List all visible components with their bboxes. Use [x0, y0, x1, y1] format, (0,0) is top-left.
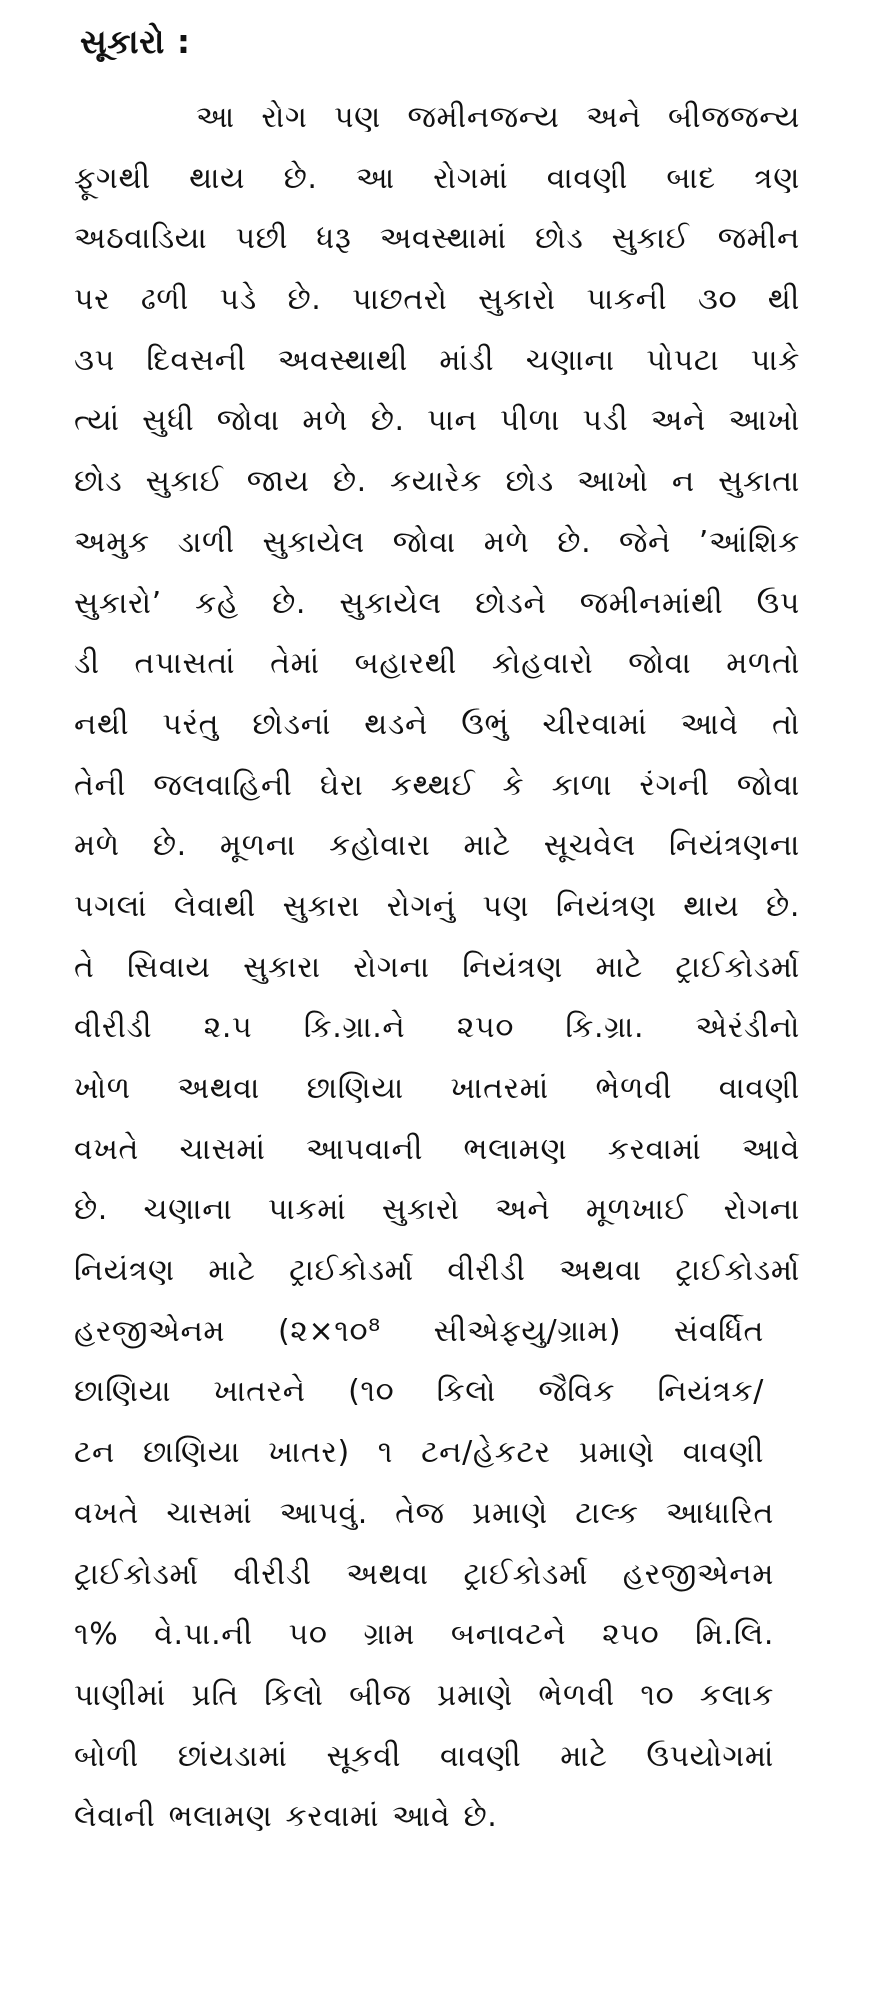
text-line: તેની જલવાહિની ઘેરા કથ્થઈ કે કાળા રંગની જોવા	[74, 767, 800, 803]
text-line: ટ્રાઈકોડર્મા વીરીડી અથવા ટ્રાઈકોડર્મા હરજીએનમ	[74, 1556, 774, 1592]
text-line: વીરીડી ૨.૫ કિ.ગ્રા.ને ૨૫૦ કિ.ગ્રા. એરંડીનો	[74, 1010, 800, 1046]
text-line: ત્યાં સુધી જોવા મળે છે. પાન પીળા પડી અને આખો	[74, 403, 800, 439]
text-line: હરજીએનમ (૨×૧૦⁸ સીએફયુ/ગ્રામ) સંવર્ધિત	[74, 1313, 764, 1349]
text-line: નથી પરંતુ છોડનાં થડને ઉભું ચીરવામાં આવે તો	[74, 706, 800, 742]
text-line: વખતે ચાસમાં આપવું. તેજ પ્રમાણે ટાલ્ક આધારિત	[74, 1495, 774, 1531]
text-line: છે. ચણાના પાકમાં સુકારો અને મૂળખાઈ રોગના	[74, 1192, 800, 1228]
text-line: પર ઢળી પડે છે. પાછતરો સુકારો પાકની ૩૦ થી	[74, 282, 800, 318]
text-line: ટન છાણિયા ખાતર) ૧ ટન/હેકટર પ્રમાણે વાવણી	[74, 1435, 764, 1471]
text-line: પાણીમાં પ્રતિ કિલો બીજ પ્રમાણે ભેળવી ૧૦ કલાક	[74, 1677, 774, 1713]
section-heading: સૂકારો :	[80, 22, 191, 61]
text-line: ડી તપાસતાં તેમાં બહારથી કોહવારો જોવા મળતો	[74, 646, 800, 682]
text-line: બોળી છાંયડામાં સૂકવી વાવણી માટે ઉપયોગમાં	[74, 1738, 774, 1774]
text-line: ૧% વે.પા.ની ૫૦ ગ્રામ બનાવટને ૨૫૦ મિ.લિ.	[74, 1617, 774, 1653]
text-line: ખોળ અથવા છાણિયા ખાતરમાં ભેળવી વાવણી	[74, 1071, 800, 1106]
text-line: ૩૫ દિવસની અવસ્થાથી માંડી ચણાના પોપટા પાકે	[74, 342, 800, 378]
text-line: નિયંત્રણ માટે ટ્રાઈકોડર્મા વીરીડી અથવા ટ્રાઈકોડર્મા	[74, 1253, 800, 1289]
text-line: અઠવાડિયા પછી ધરૂ અવસ્થામાં છોડ સુકાઈ જમીન	[74, 221, 800, 257]
text-line: સુકારો’ કહે છે. સુકાયેલ છોડને જમીનમાંથી ઉપ	[74, 585, 800, 621]
text-line: તે સિવાય સુકારા રોગના નિયંત્રણ માટે ટ્રાઈકોડર્મા	[74, 949, 800, 985]
text-line: મળે છે. મૂળના કહોવારા માટે સૂચવેલ નિયંત્રણના	[74, 828, 800, 864]
text-line: લેવાની ભલામણ કરવામાં આવે છે.	[74, 1799, 498, 1835]
text-line: વખતે ચાસમાં આપવાની ભલામણ કરવામાં આવે	[74, 1131, 800, 1167]
text-line: અમુક ડાળી સુકાયેલ જોવા મળે છે. જેને ’આંશિક	[74, 524, 800, 560]
body-text	[74, 96, 800, 1856]
text-line: આ રોગ પણ જમીનજન્ય અને બીજજન્ય	[196, 100, 800, 135]
text-line: ફૂગથી થાય છે. આ રોગમાં વાવણી બાદ ત્રણ	[74, 160, 800, 196]
text-line: પગલાં લેવાથી સુકારા રોગનું પણ નિયંત્રણ થાય છે.	[74, 888, 800, 924]
text-line: છોડ સુકાઈ જાય છે. કયારેક છોડ આખો ન સુકાતા	[74, 464, 800, 500]
text-line: છાણિયા ખાતરને (૧૦ કિલો જૈવિક નિયંત્રક/	[74, 1374, 764, 1410]
